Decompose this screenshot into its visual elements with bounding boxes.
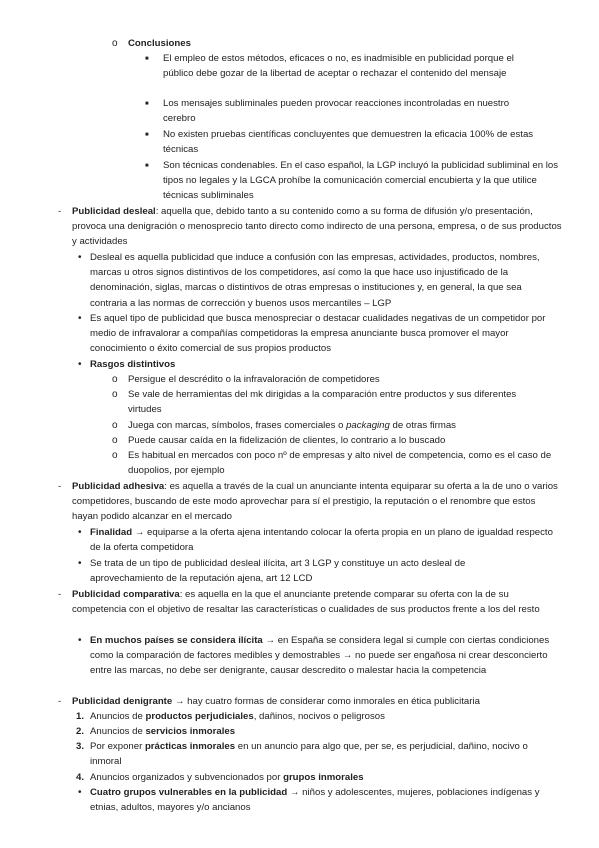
denigrante-list-text bbox=[90, 739, 560, 769]
desleal-point-text: Desleal es aquella publicidad que induce a confusión con las empresas, actividades, productos, nombres, marcas u otros signos distintivos de los competidores, así como la que hace uso injustificado de la denominación, siglas, marcas o distintivos de otras empresas o instituciones y, en general, la que sea contraria a las normas de corrección y buenos usos mercantiles – LGP bbox=[90, 252, 540, 309]
desleal-point bbox=[0, 311, 599, 357]
conclusions-item bbox=[0, 127, 599, 158]
list-number: 2. bbox=[76, 726, 85, 737]
square-bullet-icon: ■ bbox=[145, 132, 149, 138]
adhesiva-term: Publicidad adhesiva bbox=[72, 481, 165, 492]
list-number: 3. bbox=[76, 741, 85, 752]
rasgos-item bbox=[0, 387, 599, 418]
conclusions-heading-row bbox=[0, 36, 599, 51]
list-bold: servicios inmorales bbox=[145, 726, 236, 737]
desleal-point-text: Es aquel tipo de publicidad que busca menospreciar o destacar cualidades negativas de un competidor por medio de infravalorar a compañías competidoras la empresa anunciante busca promover el mayor conocimiento o éxito comercial de sus propios productos bbox=[90, 313, 546, 355]
denigrante-list-text bbox=[90, 724, 560, 739]
bullet-icon: • bbox=[78, 313, 82, 324]
adhesiva-definition-text: : es aquella a través de la cual un anunciante intenta equiparar su oferta a la de uno o varios competidores, buscando de este modo aprovechar para sí el prestigio, la reputación o el renombre que estos hayan podido alcanzar en el mercado bbox=[72, 481, 558, 523]
list-number: 4. bbox=[76, 772, 85, 783]
rasgos-item-text: Persigue el descrédito o la infravaloración de competidores bbox=[128, 374, 380, 385]
dash-bullet-icon: - bbox=[58, 589, 62, 600]
list-pre: Por exponer bbox=[90, 741, 145, 752]
list-pre: Anuncios de bbox=[90, 711, 146, 722]
comparativa-definition bbox=[72, 587, 562, 617]
rasgos-text-part: Juega con marcas, símbolos, frases comerciales o bbox=[128, 420, 344, 431]
conclusions-item-text: Los mensajes subliminales pueden provocar reacciones incontroladas en nuestro cerebro bbox=[163, 98, 510, 125]
rasgos-text-part: de otras firmas bbox=[392, 420, 456, 431]
conclusions-heading: Conclusiones bbox=[128, 38, 191, 49]
square-bullet-icon: ■ bbox=[145, 101, 149, 107]
vulnerable-groups-item bbox=[0, 785, 599, 816]
rasgos-heading: Rasgos distintivos bbox=[90, 359, 176, 370]
list-post: , dañinos, nocivos o peligrosos bbox=[253, 711, 385, 722]
comparativa-point bbox=[0, 633, 599, 694]
denigrante-list-text bbox=[90, 709, 560, 724]
list-pre: Anuncios organizados y subvencionados por bbox=[90, 772, 284, 783]
adhesiva-definition bbox=[72, 479, 562, 525]
rasgos-item bbox=[0, 418, 599, 433]
list-pre: Anuncios de bbox=[90, 726, 146, 737]
circle-bullet-icon: o bbox=[112, 450, 118, 461]
rasgos-heading-row bbox=[0, 357, 599, 372]
circle-bullet-icon: o bbox=[112, 374, 118, 385]
adhesiva-section bbox=[0, 479, 599, 525]
desleal-term: Publicidad desleal bbox=[72, 206, 156, 217]
conclusions-item bbox=[0, 51, 599, 96]
denigrante-term: Publicidad denigrante bbox=[72, 696, 173, 707]
square-bullet-icon: ■ bbox=[145, 163, 149, 169]
list-bold: productos perjudiciales bbox=[145, 711, 254, 722]
conclusions-item bbox=[0, 158, 599, 204]
comparativa-section bbox=[0, 587, 599, 633]
denigrante-section bbox=[0, 694, 599, 709]
rasgos-item bbox=[0, 448, 599, 479]
conclusions-item-text: No existen pruebas científicas concluyentes que demuestren la eficacia 100% de estas técnicas bbox=[163, 129, 534, 156]
list-bold: grupos inmorales bbox=[283, 772, 364, 783]
denigrante-definition-text: → hay cuatro formas de considerar como inmorales en ética publicitaria bbox=[174, 696, 480, 707]
desleal-definition-text: : aquella que, debido tanto a su contenido como a su forma de difusión y/o presentación, provoca una denigración o menosprecio tanto directo como indirecto de una persona, empresa, o de sus productos y actividades bbox=[72, 206, 562, 248]
adhesiva-point bbox=[0, 525, 599, 556]
conclusions-item-text: Son técnicas condenables. En el caso español, la LGP incluyó la publicidad subliminal en los tipos no legales y la LGCA prohíbe la comunicación comercial encubierta y la que utilice técnicas subliminales bbox=[163, 160, 559, 202]
list-number: 1. bbox=[76, 711, 85, 722]
bullet-icon: • bbox=[78, 527, 82, 538]
rasgos-item-text: Se vale de herramientas del mk dirigidas a la comparación entre productos y sus diferentes virtudes bbox=[128, 389, 517, 416]
adhesiva-point-text: Se trata de un tipo de publicidad desleal ilícita, art 3 LGP y constituye un acto desleal de aprovechamiento de la reputación ajena, art 12 LCD bbox=[90, 558, 466, 585]
denigrante-list-item bbox=[0, 739, 599, 770]
rasgos-item bbox=[0, 372, 599, 387]
dash-bullet-icon: - bbox=[58, 206, 62, 217]
adhesiva-point bbox=[0, 556, 599, 587]
rasgos-item-text bbox=[128, 418, 558, 433]
rasgos-item-text: Puede causar caída en la fidelización de clientes, lo contrario a lo buscado bbox=[128, 435, 446, 446]
finalidad-text: → equiparse a la oferta ajena intentando colocar la oferta propia en un plano de igualdad respecto de la oferta competidora bbox=[90, 527, 553, 554]
finalidad-label: Finalidad bbox=[90, 527, 133, 538]
dash-bullet-icon: - bbox=[58, 481, 62, 492]
rasgos-item bbox=[0, 433, 599, 448]
rasgos-item-text: Es habitual en mercados con poco nº de empresas y alto nivel de competencia, como es el caso de duopolios, por ejemplo bbox=[128, 450, 552, 477]
comparativa-point-rest: → en España se considera legal si cumple con ciertas condiciones como la comparación de factores medibles y demostrables → no puede ser engañosa ni crear desconcierto entre las marcas, no debe ser denigrante, causar descredito o malestar hacia la competencia bbox=[90, 635, 550, 677]
bullet-icon: • bbox=[78, 635, 82, 646]
conclusions-item bbox=[0, 96, 599, 127]
comparativa-term: Publicidad comparativa bbox=[72, 589, 180, 600]
denigrante-list-item bbox=[0, 770, 599, 785]
circle-bullet-icon: o bbox=[112, 38, 118, 49]
square-bullet-icon: ■ bbox=[145, 56, 149, 62]
desleal-point bbox=[0, 250, 599, 311]
document-page bbox=[0, 36, 599, 816]
bullet-icon: • bbox=[78, 787, 82, 798]
conclusions-item-text: El empleo de estos métodos, eficaces o no, es inadmisible en publicidad porque el público debe gozar de la libertad de aceptar o rechazar el contenido del mensaje bbox=[163, 53, 514, 80]
vulnerable-groups-bold: Cuatro grupos vulnerables en la publicidad bbox=[90, 787, 288, 798]
desleal-definition bbox=[72, 204, 562, 250]
list-post: en un anuncio para algo que, per se, es perjudicial, dañino, nocivo o inmoral bbox=[90, 741, 528, 768]
comparativa-point-bold: En muchos países se considera ilícita bbox=[90, 635, 263, 646]
circle-bullet-icon: o bbox=[112, 389, 118, 400]
circle-bullet-icon: o bbox=[112, 420, 118, 431]
denigrante-definition bbox=[72, 694, 562, 709]
vulnerable-groups-text bbox=[90, 785, 560, 815]
dash-bullet-icon: - bbox=[58, 696, 62, 707]
denigrante-list-item bbox=[0, 709, 599, 724]
vulnerable-groups-rest: → niños y adolescentes, mujeres, poblaciones indígenas y etnias, adultos, mayores y/o ancianos bbox=[90, 787, 540, 814]
comparativa-definition-text: : es aquella en la que el anunciante pretende comparar su oferta con la de su competencia con el objetivo de resaltar las características o cualidades de sus productos frente a los del resto bbox=[72, 589, 540, 616]
adhesiva-point-text bbox=[90, 525, 560, 555]
circle-bullet-icon: o bbox=[112, 435, 118, 446]
rasgos-italic-term: packaging bbox=[346, 420, 390, 431]
bullet-icon: • bbox=[78, 252, 82, 263]
denigrante-list-text bbox=[90, 770, 560, 785]
comparativa-point-text bbox=[90, 633, 560, 679]
bullet-icon: • bbox=[78, 359, 82, 370]
denigrante-list-item bbox=[0, 724, 599, 739]
desleal-section bbox=[0, 204, 599, 250]
bullet-icon: • bbox=[78, 558, 82, 569]
list-bold: prácticas inmorales bbox=[144, 741, 236, 752]
